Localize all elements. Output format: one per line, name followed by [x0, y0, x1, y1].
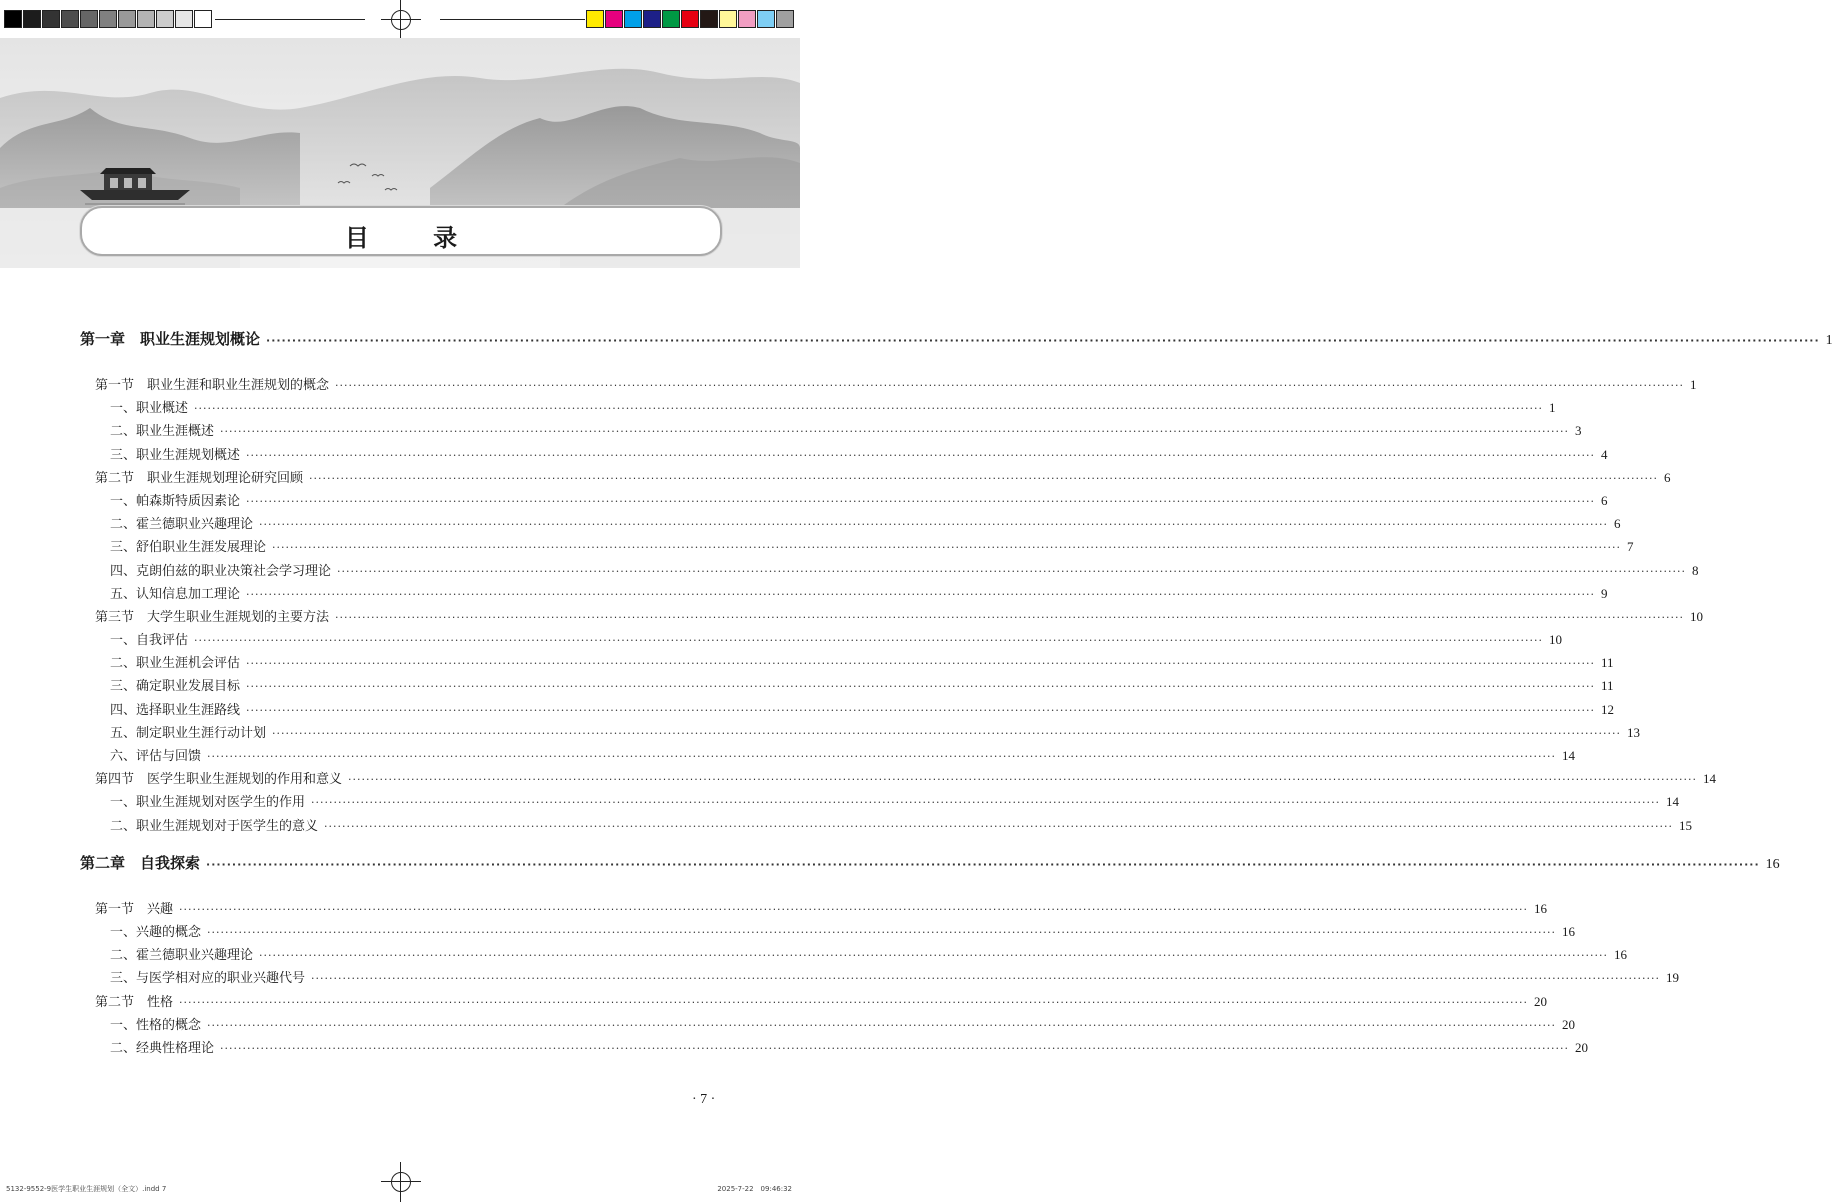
toc-entry-page: 4 — [1601, 446, 1608, 462]
gray-swatch — [156, 10, 174, 28]
toc-leader-dots: ············································································································································································································································································································ — [246, 494, 1595, 508]
toc-title-box — [80, 206, 722, 256]
toc-entry-page: 11 — [1601, 678, 1614, 694]
toc-entry-page: 6 — [1601, 492, 1608, 508]
toc-section — [80, 467, 1671, 490]
toc-item — [80, 1014, 1575, 1037]
toc-leader-dots: ············································································································································································································································································································ — [206, 857, 1760, 871]
registration-mark-bottom — [381, 1162, 421, 1202]
toc-entry-label: 二、经典性格理论 — [110, 1040, 215, 1056]
toc-leader-dots: ············································································································································································································································································································ — [272, 726, 1621, 740]
toc-entry-page: 1 — [1549, 400, 1556, 416]
gray-swatch — [99, 10, 117, 28]
toc-entry-label: 第二章 自我探索 — [80, 853, 201, 872]
toc-entry-page: 12 — [1601, 701, 1614, 717]
toc-section — [80, 898, 1547, 921]
toc-entry-label: 第四节 医学生职业生涯规划的作用和意义 — [95, 772, 343, 788]
toc-entry-page: 8 — [1692, 562, 1699, 578]
toc-entry-page: 7 — [1627, 539, 1634, 555]
toc-entry-page: 19 — [1666, 970, 1679, 986]
toc-leader-dots: ············································································································································································································································································································ — [335, 610, 1684, 624]
color-swatch — [700, 10, 718, 28]
toc-entry-label: 三、舒伯职业生涯发展理论 — [110, 540, 267, 556]
toc-entry-page: 20 — [1534, 993, 1547, 1009]
gray-swatch — [80, 10, 98, 28]
toc-entry-label: 六、评估与回馈 — [110, 749, 202, 764]
color-swatch — [757, 10, 775, 28]
toc-leader-dots: ············································································································································································································································································································ — [220, 425, 1569, 439]
footer-file-info: 5132-9552-9医学生职业生涯规划（全文）.indd 7 — [6, 1185, 167, 1193]
toc-chapter — [80, 328, 1833, 352]
toc-item — [80, 397, 1556, 420]
toc-leader-dots: ············································································································································································································································································································ — [335, 379, 1684, 392]
registration-mark-top — [381, 0, 421, 40]
toc-entry-page: 14 — [1703, 771, 1716, 787]
toc-leader-dots: ············································································································································································································································································································ — [259, 518, 1608, 532]
toc-item — [80, 560, 1699, 583]
toc-leader-dots: ············································································································································································································································································································ — [266, 334, 1820, 347]
toc-entry-label: 二、职业生涯概述 — [110, 424, 215, 440]
toc-entry-label: 三、与医学相对应的职业兴趣代号 — [110, 971, 306, 987]
color-swatch — [662, 10, 680, 28]
toc-leader-dots: ············································································································································································································································································································ — [246, 657, 1595, 671]
grayscale-color-bar — [4, 10, 213, 28]
toc-leader-dots: ············································································································································································································································································································ — [311, 972, 1660, 986]
toc-entry-page: 16 — [1765, 856, 1780, 872]
toc-item — [80, 490, 1608, 513]
toc-entry-label: 第一章 职业生涯规划概论 — [80, 330, 261, 348]
color-swatch — [738, 10, 756, 28]
toc-entry-label: 二、职业生涯机会评估 — [110, 656, 241, 672]
toc-entry-page: 9 — [1601, 585, 1608, 601]
toc-leader-dots: ············································································································································································································································································································ — [311, 796, 1660, 810]
toc-item — [80, 675, 1614, 698]
gray-swatch — [42, 10, 60, 28]
toc-entry-page: 15 — [1679, 817, 1692, 833]
toc-item — [80, 629, 1562, 652]
toc-entry-label: 第一节 兴趣 — [95, 901, 174, 917]
color-swatch — [605, 10, 623, 28]
toc-entry-page: 20 — [1575, 1039, 1588, 1055]
toc-leader-dots: ············································································································································································································································································································ — [337, 564, 1686, 578]
toc-entry-label: 四、选择职业生涯路线 — [110, 702, 241, 718]
toc-entry-label: 第一节 职业生涯和职业生涯规划的概念 — [95, 378, 330, 393]
color-swatch — [719, 10, 737, 28]
toc-entry-label: 一、职业生涯规划对医学生的作用 — [110, 795, 306, 811]
toc-item — [80, 921, 1575, 944]
toc-entry-label: 第三节 大学生职业生涯规划的主要方法 — [95, 609, 330, 625]
toc-entry-label: 一、性格的概念 — [110, 1017, 202, 1033]
toc-leader-dots: ············································································································································································································································································································ — [194, 634, 1543, 648]
toc-leader-dots: ············································································································································································································································································································ — [259, 949, 1608, 963]
toc-entry-page: 1 — [1825, 333, 1833, 348]
toc-entry-page: 10 — [1549, 632, 1562, 648]
toc-entry-page: 16 — [1562, 923, 1575, 939]
toc-item — [80, 791, 1679, 814]
toc-entry-label: 第二节 性格 — [95, 994, 174, 1010]
toc-entry-page: 13 — [1627, 724, 1640, 740]
toc-entry-label: 三、确定职业发展目标 — [110, 679, 241, 695]
toc-leader-dots: ············································································································································································································································································································ — [179, 995, 1528, 1009]
toc-section — [80, 374, 1697, 397]
toc-entry-page: 20 — [1562, 1016, 1575, 1032]
toc-entry-label: 一、兴趣的概念 — [110, 924, 202, 940]
toc-leader-dots: ············································································································································································································································································································ — [246, 587, 1595, 601]
toc-entry-label: 一、自我评估 — [110, 633, 189, 649]
color-swatch — [776, 10, 794, 28]
toc-leader-dots: ············································································································································································································································································································ — [348, 773, 1697, 787]
toc-item — [80, 1037, 1588, 1060]
toc-entry-label: 一、职业概述 — [110, 401, 189, 417]
toc-leader-dots: ············································································································································································································································································································ — [246, 448, 1595, 462]
toc-entry-page: 1 — [1690, 377, 1697, 392]
toc-entry-page: 11 — [1601, 655, 1614, 671]
toc-item — [80, 420, 1582, 443]
toc-leader-dots: ············································································································································································································································································································ — [309, 471, 1658, 485]
gray-swatch — [4, 10, 22, 28]
toc-item — [80, 536, 1634, 559]
toc-section — [80, 768, 1716, 791]
toc-item — [80, 722, 1640, 745]
toc-entry-label: 二、职业生涯规划对于医学生的意义 — [110, 818, 319, 834]
toc-entry-page: 3 — [1575, 423, 1582, 439]
gray-swatch — [118, 10, 136, 28]
toc-entry-page: 16 — [1534, 900, 1547, 916]
toc-leader-dots: ············································································································································································································································································································ — [272, 541, 1621, 555]
toc-title: 目 录 — [344, 224, 486, 252]
toc-entry-label: 四、克朗伯兹的职业决策社会学习理论 — [110, 563, 332, 579]
toc-section — [80, 991, 1547, 1014]
toc-entry-page: 16 — [1614, 947, 1627, 963]
toc-item — [80, 444, 1608, 467]
toc-item — [80, 967, 1679, 990]
toc-leader-dots: ············································································································································································································································································································ — [246, 703, 1595, 717]
page-number: · 7 · — [692, 1092, 716, 1107]
toc-entry-label: 第二节 职业生涯规划理论研究回顾 — [95, 470, 304, 486]
color-swatch — [624, 10, 642, 28]
color-swatch — [681, 10, 699, 28]
gray-swatch — [175, 10, 193, 28]
footer-timestamp: 2025-7-22 09:46:32 — [717, 1185, 792, 1193]
top-trim-line — [215, 19, 365, 20]
gray-swatch — [61, 10, 79, 28]
toc-leader-dots: ············································································································································································································································································································ — [207, 1018, 1556, 1032]
toc-leader-dots: ············································································································································································································································································································ — [246, 680, 1595, 694]
toc-entry-page: 14 — [1562, 748, 1575, 763]
toc-entry-label: 二、霍兰德职业兴趣理论 — [110, 517, 254, 533]
toc-leader-dots: ············································································································································································································································································································ — [207, 925, 1556, 939]
toc-leader-dots: ············································································································································································································································································································ — [207, 750, 1556, 763]
toc-leader-dots: ············································································································································································································································································································ — [220, 1041, 1569, 1055]
toc-item — [80, 944, 1627, 967]
toc-entry-page: 6 — [1664, 469, 1671, 485]
toc-leader-dots: ············································································································································································································································································································ — [324, 819, 1673, 833]
toc-item — [80, 513, 1621, 536]
toc-leader-dots: ············································································································································································································································································································ — [179, 902, 1528, 916]
toc-entry-label: 一、帕森斯特质因素论 — [110, 493, 241, 509]
table-of-contents — [80, 328, 1833, 1060]
process-color-bar — [586, 10, 795, 28]
top-trim-line — [440, 19, 585, 20]
toc-entry-label: 二、霍兰德职业兴趣理论 — [110, 948, 254, 964]
toc-entry-page: 6 — [1614, 516, 1621, 532]
toc-entry-label: 五、制定职业生涯行动计划 — [110, 725, 267, 741]
toc-item — [80, 699, 1614, 722]
color-swatch — [643, 10, 661, 28]
toc-item — [80, 745, 1575, 768]
toc-entry-page: 14 — [1666, 794, 1679, 810]
toc-entry-label: 五、认知信息加工理论 — [110, 586, 241, 602]
toc-item — [80, 583, 1608, 606]
toc-leader-dots: ············································································································································································································································································································ — [194, 402, 1543, 416]
toc-chapter — [80, 852, 1780, 876]
toc-section — [80, 606, 1703, 629]
toc-entry-label: 三、职业生涯规划概述 — [110, 447, 241, 463]
toc-item — [80, 815, 1692, 838]
gray-swatch — [194, 10, 212, 28]
toc-item — [80, 652, 1614, 675]
gray-swatch — [137, 10, 155, 28]
gray-swatch — [23, 10, 41, 28]
color-swatch — [586, 10, 604, 28]
toc-entry-page: 10 — [1690, 608, 1703, 624]
